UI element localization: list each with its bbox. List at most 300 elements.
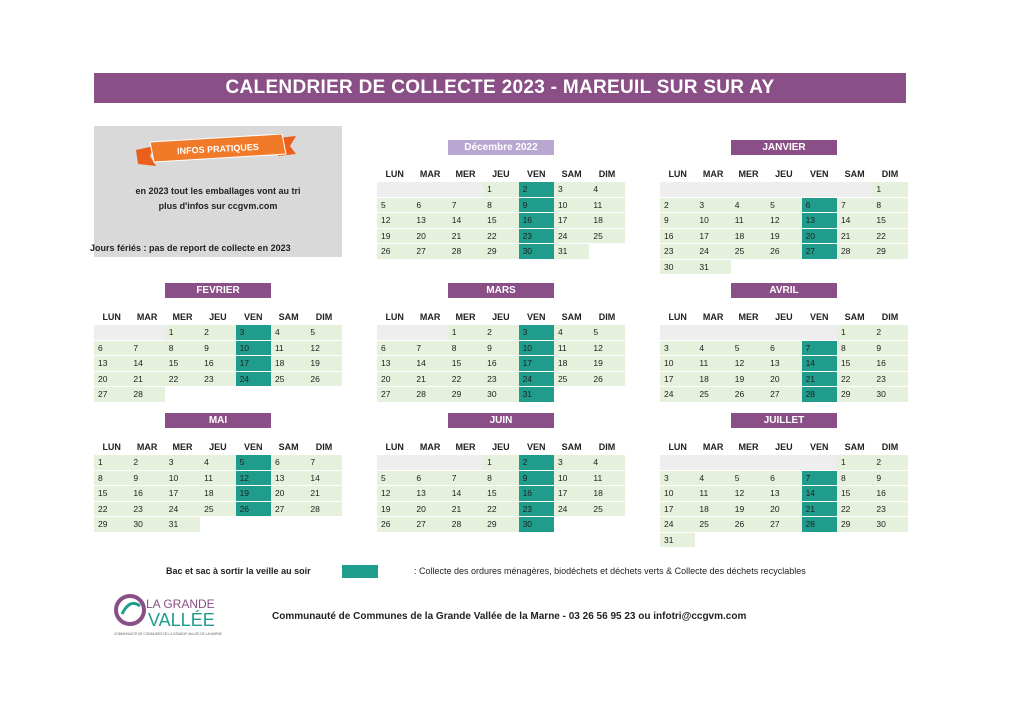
day-cell: 8	[448, 341, 483, 357]
day-cell: 12	[731, 486, 766, 502]
day-cell: 22	[94, 502, 129, 518]
day-cell: 6	[766, 341, 801, 357]
day-cell: 5	[731, 341, 766, 357]
weekday-header: JEU	[492, 169, 510, 179]
weekday-header: VEN	[244, 312, 263, 322]
empty-day-cell	[129, 325, 164, 341]
empty-day-cell	[377, 325, 412, 341]
empty-day-cell	[660, 325, 695, 341]
collection-day-cell: 10	[519, 341, 554, 357]
day-cell: 27	[412, 517, 447, 533]
weekday-header: LUN	[668, 312, 687, 322]
day-cell: 29	[94, 517, 129, 533]
day-cell: 31	[554, 244, 589, 260]
info-line-1: en 2023 tout les emballages vont au tri	[135, 186, 301, 196]
day-cell: 2	[660, 198, 695, 214]
day-cell: 14	[412, 356, 447, 372]
day-cell: 15	[837, 356, 872, 372]
day-cell: 22	[483, 502, 518, 518]
collection-day-cell: 30	[519, 244, 554, 260]
day-cell: 29	[837, 387, 872, 403]
day-cell: 17	[660, 502, 695, 518]
day-cell: 20	[94, 372, 129, 388]
day-cell: 22	[837, 502, 872, 518]
day-cell: 28	[448, 244, 483, 260]
day-cell: 15	[94, 486, 129, 502]
day-cell: 22	[837, 372, 872, 388]
day-cell: 4	[200, 455, 235, 471]
ribbon-banner-icon	[136, 134, 296, 168]
empty-day-cell	[695, 455, 730, 471]
day-cell: 10	[660, 486, 695, 502]
collection-day-cell: 2	[519, 455, 554, 471]
day-cell: 29	[872, 244, 907, 260]
day-cell: 5	[377, 471, 412, 487]
day-cell: 25	[589, 229, 624, 245]
month-title: JUIN	[448, 413, 554, 428]
day-cell: 1	[837, 455, 872, 471]
day-cell: 6	[94, 341, 129, 357]
weekday-header: JEU	[492, 312, 510, 322]
day-cell: 30	[872, 387, 907, 403]
day-cell: 17	[660, 372, 695, 388]
collection-day-cell: 23	[519, 502, 554, 518]
day-cell: 24	[660, 517, 695, 533]
day-cell: 26	[377, 517, 412, 533]
collection-day-cell: 17	[236, 356, 271, 372]
weekday-header: SAM	[278, 312, 299, 322]
day-cell: 21	[306, 486, 341, 502]
day-cell: 2	[483, 325, 518, 341]
collection-day-cell: 24	[519, 372, 554, 388]
day-cell: 27	[412, 244, 447, 260]
collection-day-cell: 21	[802, 502, 837, 518]
empty-day-cell	[377, 455, 412, 471]
day-cell: 21	[129, 372, 164, 388]
weekday-header: MAR	[419, 312, 441, 322]
day-cell: 21	[837, 229, 872, 245]
day-cell: 26	[589, 372, 624, 388]
collection-day-cell: 20	[802, 229, 837, 245]
weekday-header: SAM	[844, 442, 865, 452]
day-cell: 4	[695, 341, 730, 357]
collection-day-cell: 13	[802, 213, 837, 229]
day-cell: 12	[306, 341, 341, 357]
day-cell: 12	[731, 356, 766, 372]
day-cell: 1	[483, 182, 518, 198]
day-cell: 28	[129, 387, 164, 403]
day-cell: 18	[695, 372, 730, 388]
day-cell: 3	[165, 455, 200, 471]
day-cell: 13	[94, 356, 129, 372]
empty-day-cell	[660, 455, 695, 471]
collection-day-cell: 28	[802, 517, 837, 533]
day-cell: 22	[872, 229, 907, 245]
day-cell: 25	[271, 372, 306, 388]
weekday-header: MER	[455, 312, 476, 322]
month-1	[660, 140, 908, 275]
day-cell: 17	[695, 229, 730, 245]
weekday-header: VEN	[810, 312, 829, 322]
weekday-header: JEU	[209, 442, 227, 452]
weekday-header: DIM	[881, 169, 899, 179]
day-cell: 11	[589, 471, 624, 487]
weekday-header: SAM	[561, 169, 582, 179]
collection-day-cell: 16	[519, 213, 554, 229]
weekday-header: LUN	[102, 442, 121, 452]
weekday-header: MER	[455, 169, 476, 179]
day-cell: 15	[837, 486, 872, 502]
weekday-header: VEN	[244, 442, 263, 452]
weekday-header: JEU	[492, 442, 510, 452]
day-cell: 10	[660, 356, 695, 372]
day-cell: 17	[554, 486, 589, 502]
day-cell: 14	[306, 471, 341, 487]
collection-day-cell: 27	[802, 244, 837, 260]
day-cell: 5	[589, 325, 624, 341]
day-cell: 23	[872, 502, 907, 518]
collection-day-cell: 3	[236, 325, 271, 341]
day-cell: 7	[306, 455, 341, 471]
weekday-header: DIM	[315, 442, 333, 452]
weekday-header: MAR	[702, 312, 724, 322]
weekday-header: JEU	[775, 312, 793, 322]
day-cell: 29	[483, 244, 518, 260]
collection-day-cell: 21	[802, 372, 837, 388]
ribbon-label: INFOS PRATIQUES	[176, 141, 260, 157]
day-cell: 9	[200, 341, 235, 357]
weekday-header: MER	[738, 312, 759, 322]
empty-day-cell	[802, 455, 837, 471]
day-cell: 19	[377, 229, 412, 245]
weekday-header: LUN	[385, 442, 404, 452]
weekday-header: JEU	[775, 169, 793, 179]
month-title: AVRIL	[731, 283, 837, 298]
month-5	[94, 413, 342, 533]
day-cell: 14	[448, 486, 483, 502]
weekday-header: DIM	[881, 312, 899, 322]
empty-day-cell	[412, 325, 447, 341]
day-cell: 8	[483, 471, 518, 487]
day-cell: 31	[695, 260, 730, 276]
day-cell: 25	[695, 387, 730, 403]
weekday-header: VEN	[527, 169, 546, 179]
day-cell: 26	[306, 372, 341, 388]
day-cell: 4	[731, 198, 766, 214]
day-cell: 22	[448, 372, 483, 388]
day-cell: 9	[483, 341, 518, 357]
legend-collection-swatch	[342, 565, 378, 578]
weekday-header: MAR	[419, 442, 441, 452]
day-cell: 23	[200, 372, 235, 388]
day-cell: 18	[589, 213, 624, 229]
day-cell: 23	[483, 372, 518, 388]
day-cell: 17	[554, 213, 589, 229]
month-title: JUILLET	[731, 413, 837, 428]
day-cell: 13	[412, 486, 447, 502]
collection-day-cell: 14	[802, 356, 837, 372]
collection-day-cell: 7	[802, 341, 837, 357]
day-cell: 1	[872, 182, 907, 198]
day-cell: 29	[837, 517, 872, 533]
day-cell: 7	[412, 341, 447, 357]
day-cell: 29	[448, 387, 483, 403]
empty-day-cell	[802, 182, 837, 198]
day-cell: 15	[483, 486, 518, 502]
weekday-header: SAM	[844, 312, 865, 322]
day-cell: 15	[165, 356, 200, 372]
day-cell: 7	[448, 471, 483, 487]
day-cell: 26	[766, 244, 801, 260]
day-cell: 6	[412, 198, 447, 214]
collection-day-cell: 30	[519, 517, 554, 533]
day-cell: 16	[483, 356, 518, 372]
day-cell: 20	[412, 229, 447, 245]
weekday-header: LUN	[668, 442, 687, 452]
day-cell: 21	[448, 229, 483, 245]
weekday-header: VEN	[810, 442, 829, 452]
day-cell: 17	[165, 486, 200, 502]
collection-day-cell: 14	[802, 486, 837, 502]
day-cell: 3	[554, 182, 589, 198]
collection-day-cell: 28	[802, 387, 837, 403]
empty-day-cell	[766, 182, 801, 198]
month-6	[377, 413, 625, 533]
day-cell: 8	[483, 198, 518, 214]
day-cell: 6	[412, 471, 447, 487]
day-cell: 6	[271, 455, 306, 471]
day-cell: 5	[306, 325, 341, 341]
weekday-header: LUN	[102, 312, 121, 322]
day-cell: 25	[731, 244, 766, 260]
day-cell: 1	[837, 325, 872, 341]
day-cell: 9	[660, 213, 695, 229]
collection-day-cell: 3	[519, 325, 554, 341]
month-7	[660, 413, 908, 548]
day-cell: 11	[589, 198, 624, 214]
day-cell: 28	[448, 517, 483, 533]
weekday-header: MER	[172, 442, 193, 452]
day-cell: 25	[589, 502, 624, 518]
weekday-header: MAR	[702, 442, 724, 452]
day-cell: 13	[766, 356, 801, 372]
day-cell: 31	[165, 517, 200, 533]
month-title: MARS	[448, 283, 554, 298]
day-cell: 26	[731, 387, 766, 403]
weekday-header: SAM	[561, 442, 582, 452]
weekday-header: MER	[738, 442, 759, 452]
day-cell: 28	[306, 502, 341, 518]
collection-day-cell: 9	[519, 198, 554, 214]
infos-pratiques-panel	[90, 126, 342, 257]
weekday-header: VEN	[810, 169, 829, 179]
day-cell: 20	[271, 486, 306, 502]
weekday-header: DIM	[315, 312, 333, 322]
day-cell: 2	[872, 455, 907, 471]
day-cell: 18	[200, 486, 235, 502]
day-cell: 23	[660, 244, 695, 260]
day-cell: 13	[271, 471, 306, 487]
day-cell: 10	[554, 471, 589, 487]
day-cell: 9	[872, 471, 907, 487]
footer-contact: Communauté de Communes de la Grande Vallée de la Marne - 03 26 56 95 23 ou infotri@ccgvm.com	[272, 611, 747, 622]
day-cell: 24	[695, 244, 730, 260]
day-cell: 11	[731, 213, 766, 229]
day-cell: 18	[554, 356, 589, 372]
day-cell: 11	[695, 486, 730, 502]
day-cell: 25	[554, 372, 589, 388]
day-cell: 21	[448, 502, 483, 518]
weekday-header: JEU	[209, 312, 227, 322]
day-cell: 1	[483, 455, 518, 471]
day-cell: 11	[200, 471, 235, 487]
svg-text:VALLÉE: VALLÉE	[148, 610, 215, 630]
day-cell: 16	[872, 486, 907, 502]
day-cell: 4	[695, 471, 730, 487]
day-cell: 1	[448, 325, 483, 341]
day-cell: 19	[306, 356, 341, 372]
empty-day-cell	[731, 182, 766, 198]
collection-day-cell: 23	[519, 229, 554, 245]
day-cell: 23	[129, 502, 164, 518]
day-cell: 3	[660, 471, 695, 487]
weekday-header: VEN	[527, 312, 546, 322]
day-cell: 30	[129, 517, 164, 533]
day-cell: 11	[695, 356, 730, 372]
day-cell: 6	[766, 471, 801, 487]
day-cell: 8	[94, 471, 129, 487]
collection-day-cell: 2	[519, 182, 554, 198]
day-cell: 9	[872, 341, 907, 357]
day-cell: 3	[554, 455, 589, 471]
day-cell: 10	[695, 213, 730, 229]
day-cell: 18	[731, 229, 766, 245]
day-cell: 14	[448, 213, 483, 229]
day-cell: 19	[731, 502, 766, 518]
day-cell: 27	[94, 387, 129, 403]
weekday-header: DIM	[598, 169, 616, 179]
weekday-header: MAR	[136, 442, 158, 452]
weekday-header: DIM	[598, 442, 616, 452]
empty-day-cell	[837, 182, 872, 198]
day-cell: 30	[660, 260, 695, 276]
month-4	[660, 283, 908, 403]
empty-day-cell	[94, 325, 129, 341]
weekday-header: LUN	[385, 169, 404, 179]
day-cell: 22	[483, 229, 518, 245]
day-cell: 19	[766, 229, 801, 245]
weekday-header: DIM	[598, 312, 616, 322]
day-cell: 11	[554, 341, 589, 357]
day-cell: 12	[766, 213, 801, 229]
svg-text:COMMUNAUTÉ DE COMMUNES DE LA G: COMMUNAUTÉ DE COMMUNES DE LA GRANDE VALLÉE DE LA MARNE	[114, 632, 222, 636]
collection-day-cell: 16	[519, 486, 554, 502]
weekday-header: LUN	[385, 312, 404, 322]
day-cell: 21	[412, 372, 447, 388]
day-cell: 25	[695, 517, 730, 533]
day-cell: 18	[589, 486, 624, 502]
day-cell: 3	[660, 341, 695, 357]
empty-day-cell	[448, 182, 483, 198]
day-cell: 1	[165, 325, 200, 341]
la-grande-vallee-logo	[112, 588, 236, 638]
svg-text:LA GRANDE: LA GRANDE	[146, 597, 215, 611]
day-cell: 4	[554, 325, 589, 341]
day-cell: 2	[200, 325, 235, 341]
empty-day-cell	[766, 325, 801, 341]
month-title: FEVRIER	[165, 283, 271, 298]
day-cell: 27	[766, 517, 801, 533]
weekday-header: MER	[172, 312, 193, 322]
day-cell: 18	[271, 356, 306, 372]
day-cell: 12	[377, 486, 412, 502]
weekday-header: MAR	[702, 169, 724, 179]
empty-day-cell	[448, 455, 483, 471]
legend-description: : Collecte des ordures ménagères, biodéchets et déchets verts & Collecte des déchets recyclables	[414, 566, 806, 576]
empty-day-cell	[660, 182, 695, 198]
day-cell: 6	[377, 341, 412, 357]
day-cell: 23	[872, 372, 907, 388]
day-cell: 8	[837, 471, 872, 487]
weekday-header: MER	[455, 442, 476, 452]
day-cell: 27	[377, 387, 412, 403]
legend-instruction: Bac et sac à sortir la veille au soir	[166, 566, 311, 576]
collection-day-cell: 5	[236, 455, 271, 471]
day-cell: 16	[129, 486, 164, 502]
month-2	[94, 283, 342, 403]
month-title: JANVIER	[731, 140, 837, 155]
info-holidays: Jours fériés : pas de report de collecte en 2023	[90, 243, 291, 253]
collection-day-cell: 12	[236, 471, 271, 487]
weekday-header: MAR	[419, 169, 441, 179]
day-cell: 16	[660, 229, 695, 245]
weekday-header: SAM	[561, 312, 582, 322]
day-cell: 11	[271, 341, 306, 357]
day-cell: 19	[731, 372, 766, 388]
day-cell: 24	[165, 502, 200, 518]
day-cell: 12	[377, 213, 412, 229]
collection-day-cell: 31	[519, 387, 554, 403]
day-cell: 3	[695, 198, 730, 214]
day-cell: 20	[377, 372, 412, 388]
collection-day-cell: 6	[802, 198, 837, 214]
empty-day-cell	[695, 325, 730, 341]
day-cell: 27	[766, 387, 801, 403]
empty-day-cell	[377, 182, 412, 198]
day-cell: 26	[377, 244, 412, 260]
day-cell: 13	[766, 486, 801, 502]
day-cell: 16	[872, 356, 907, 372]
collection-day-cell: 7	[802, 471, 837, 487]
empty-day-cell	[731, 455, 766, 471]
day-cell: 4	[589, 455, 624, 471]
month-title: Décembre 2022	[448, 140, 554, 155]
day-cell: 28	[837, 244, 872, 260]
day-cell: 5	[731, 471, 766, 487]
day-cell: 24	[660, 387, 695, 403]
collection-day-cell: 10	[236, 341, 271, 357]
day-cell: 26	[731, 517, 766, 533]
day-cell: 4	[271, 325, 306, 341]
weekday-header: MAR	[136, 312, 158, 322]
day-cell: 30	[483, 387, 518, 403]
month-0	[377, 140, 625, 260]
day-cell: 8	[165, 341, 200, 357]
day-cell: 8	[837, 341, 872, 357]
day-cell: 24	[554, 229, 589, 245]
day-cell: 24	[554, 502, 589, 518]
weekday-header: LUN	[668, 169, 687, 179]
